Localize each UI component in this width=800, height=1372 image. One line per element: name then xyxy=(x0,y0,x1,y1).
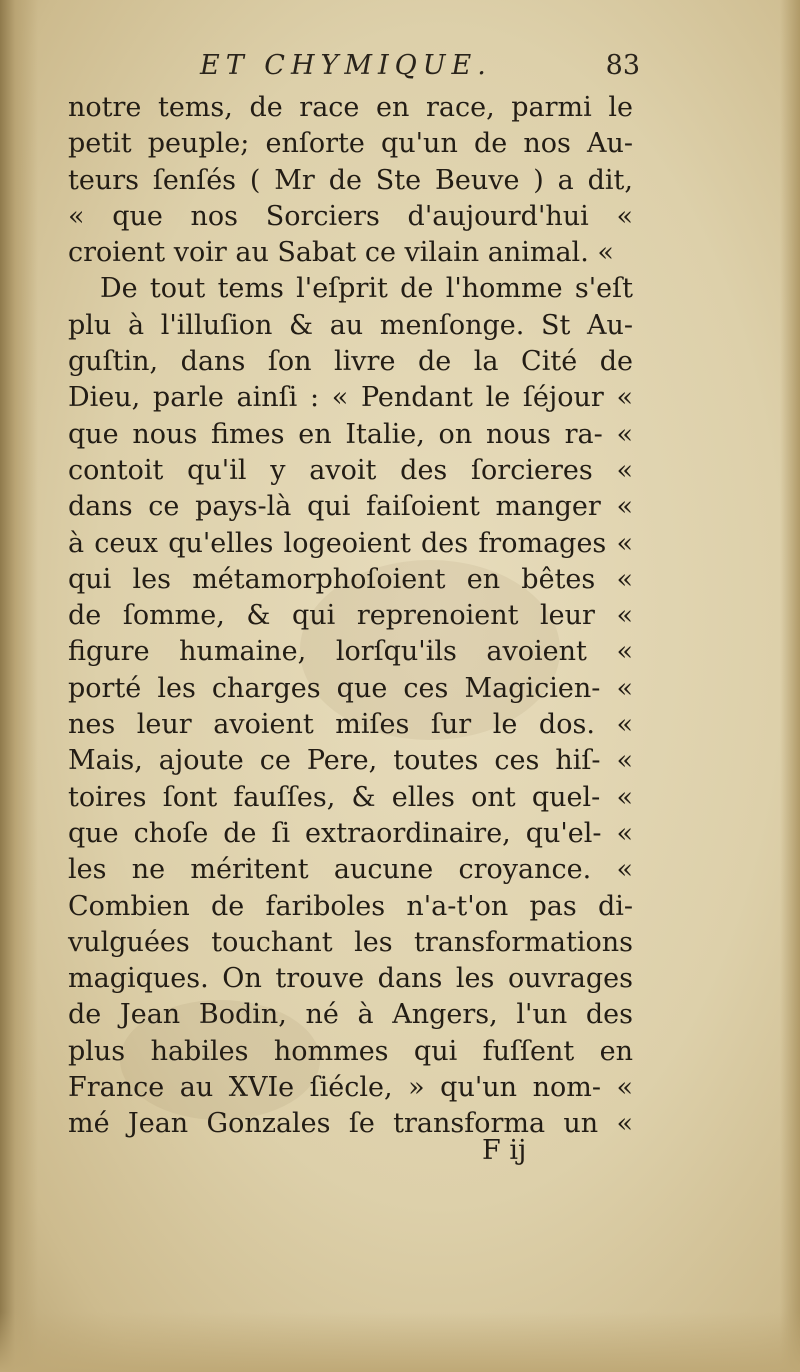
text-line: magiques. On trouve dans les ouvrages xyxy=(68,963,633,995)
text-line: Combien de fariboles n'a-t'on pas di- xyxy=(68,890,633,922)
bottom-edge-shadow xyxy=(0,1312,800,1372)
text-line: que choſe de ſi extraordinaire, qu'el- « xyxy=(68,817,633,849)
text-line: toires ſont fauſſes, & elles ont quel- « xyxy=(68,781,633,813)
page-edge-shadow xyxy=(780,0,800,1372)
text-line: « que nos Sorciers d'aujourd'hui « xyxy=(68,200,633,232)
text-line: les ne méritent aucune croyance. « xyxy=(68,854,633,886)
signature-mark: F ij xyxy=(482,1135,527,1166)
text-line: Mais, ajoute ce Pere, toutes ces hiſ- « xyxy=(68,745,633,777)
text-line: teurs ſenſés ( Mr de Ste Beuve ) a dit, xyxy=(68,164,633,196)
text-line: mé Jean Gonzales ſe transforma un « xyxy=(68,1108,633,1140)
text-line: vulguées touchant les transformations xyxy=(68,926,633,958)
page-number: 83 xyxy=(605,50,640,81)
text-line: croient voir au Sabat ce vilain animal. « xyxy=(68,237,614,269)
text-line: petit peuple; enſorte qu'un de nos Au- xyxy=(68,128,633,160)
text-line: nes leur avoient miſes ſur le dos. « xyxy=(68,709,633,741)
text-line: porté les charges que ces Magicien- « xyxy=(68,672,633,704)
text-line: Dieu, parle ainſi : « Pendant le ſéjour « xyxy=(68,382,633,414)
text-line: à ceux qu'elles logeoient des fromages « xyxy=(68,527,633,559)
page-header xyxy=(130,50,640,90)
text-line: dans ce pays-là qui faiſoient manger « xyxy=(68,491,633,523)
text-line: qui les métamorphoſoient en bêtes « xyxy=(68,563,633,595)
text-line: De tout tems l'eſprit de l'homme s'eſt xyxy=(100,273,633,305)
text-line: notre tems, de race en race, parmi le xyxy=(68,92,633,123)
text-line: guſtin, dans ſon livre de la Cité de xyxy=(68,346,633,378)
text-line: que nous fimes en Italie, on nous ra- « xyxy=(68,418,633,450)
body-text xyxy=(68,90,633,1143)
text-line: France au XVIe ſiécle, » qu'un nom- « xyxy=(68,1072,633,1104)
text-line: de Jean Bodin, né à Angers, l'un des xyxy=(68,999,633,1031)
text-line: plus habiles hommes qui fuſſent en xyxy=(68,1035,633,1067)
text-line: contoit qu'il y avoit des ſorcieres « xyxy=(68,454,633,486)
text-line: figure humaine, lorſqu'ils avoient « xyxy=(68,636,633,668)
text-line: plu à l'illuſion & au menſonge. St Au- xyxy=(68,309,633,341)
text-line: de ſomme, & qui reprenoient leur « xyxy=(68,600,633,632)
running-head: ET CHYMIQUE. xyxy=(200,50,492,81)
gutter-shadow xyxy=(0,0,38,1372)
